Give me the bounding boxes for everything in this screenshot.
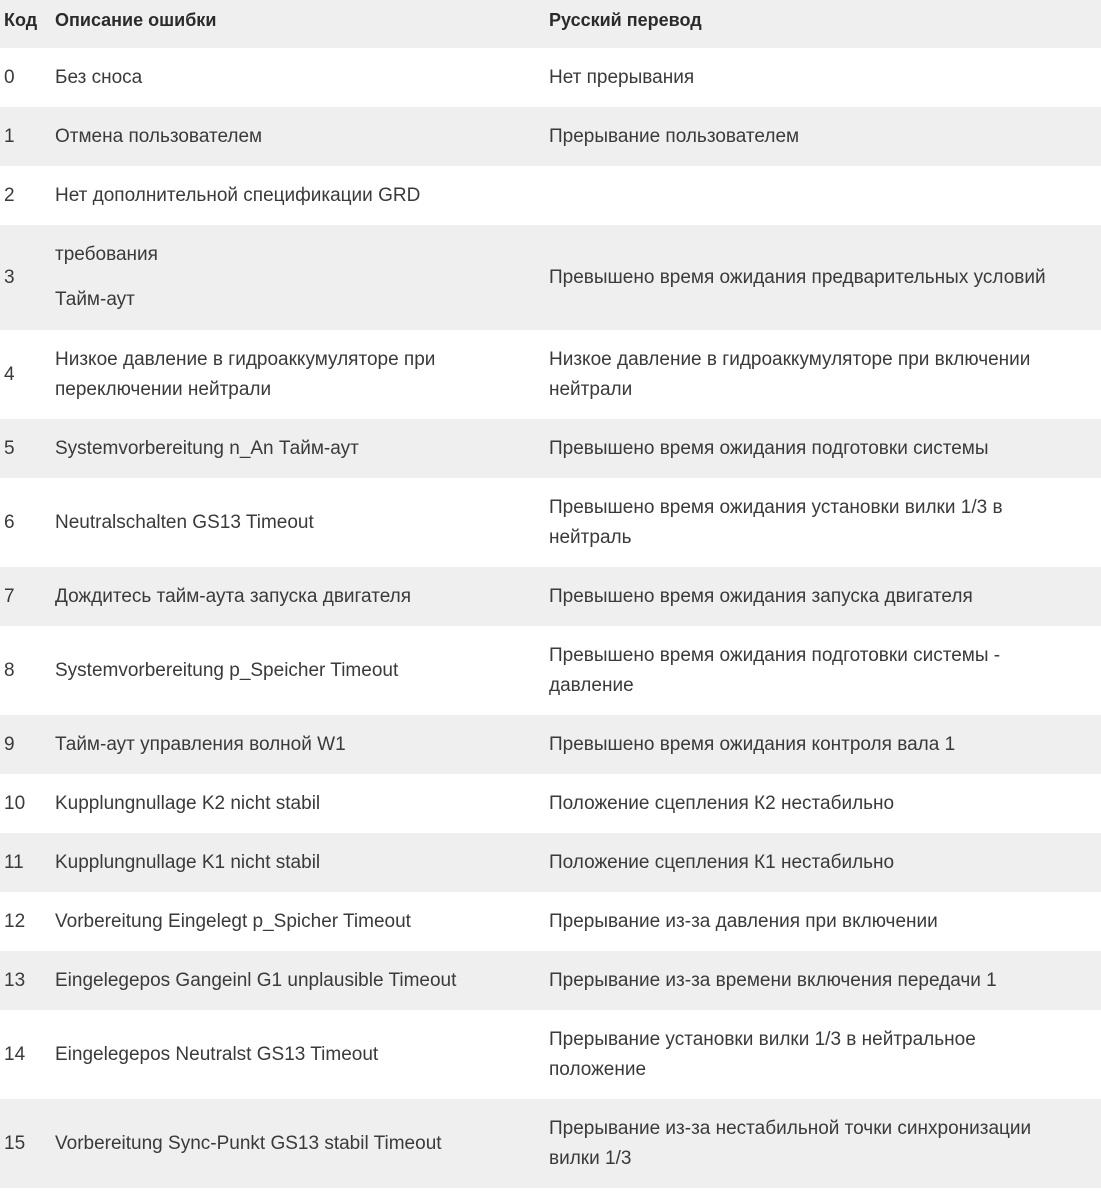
translation-line: вилки 1/3 <box>549 1147 632 1169</box>
cell-translation <box>543 774 1101 833</box>
cell-description <box>49 567 543 626</box>
translation-line: нейтраль <box>549 526 632 548</box>
table-row <box>0 951 1101 1010</box>
translation-line: Низкое давление в гидроаккумуляторе при включении <box>549 348 1031 370</box>
description-line: Vorbereitung Eingelegt p_Spicher Timeout <box>55 910 411 932</box>
table-header-row <box>0 0 1101 48</box>
translation-line: Превышено время ожидания предварительных условий <box>549 266 1046 288</box>
description-line: Eingelegepos Neutralst GS13 Timeout <box>55 1043 379 1065</box>
description-line: Отмена пользователем <box>55 125 263 147</box>
cell-code: 3 <box>4 266 15 288</box>
cell-translation <box>543 48 1101 107</box>
translation-line: Превышено время ожидания контроля вала 1 <box>549 733 956 755</box>
description-line: Без сноса <box>55 66 143 88</box>
table-row <box>0 48 1101 107</box>
table-row <box>0 225 1101 330</box>
cell-translation <box>543 715 1101 774</box>
description-line: Kupplungnullage K1 nicht stabil <box>55 851 321 873</box>
translation-line: Положение сцепления К1 нестабильно <box>549 851 895 873</box>
cell-code: 7 <box>4 585 15 607</box>
description-line: переключении нейтрали <box>55 378 272 400</box>
description-line: Тайм-аут управления волной W1 <box>55 733 346 755</box>
table-row <box>0 774 1101 833</box>
translation-line: Превышено время ожидания подготовки системы - <box>549 644 1001 666</box>
table-row <box>0 107 1101 166</box>
translation-line: Прерывание установки вилки 1/3 в нейтральное <box>549 1028 976 1050</box>
cell-translation <box>543 166 1101 225</box>
table-row <box>0 626 1101 715</box>
cell-code: 14 <box>4 1043 26 1065</box>
table-row <box>0 1099 1101 1188</box>
cell-code: 4 <box>4 363 15 385</box>
cell-translation <box>543 478 1101 567</box>
description-line: Kupplungnullage K2 nicht stabil <box>55 792 321 814</box>
cell-code: 15 <box>4 1132 26 1154</box>
description-line: Eingelegepos Gangeinl G1 unplausible Timeout <box>55 969 457 991</box>
cell-description <box>49 166 543 225</box>
table-row <box>0 419 1101 478</box>
table-body <box>0 48 1101 1188</box>
translation-line: положение <box>549 1058 647 1080</box>
cell-translation <box>543 225 1101 330</box>
description-line: Нет дополнительной спецификации GRD <box>55 184 421 206</box>
translation-line: Прерывание из-за давления при включении <box>549 910 938 932</box>
table-row <box>0 892 1101 951</box>
cell-code: 11 <box>4 851 24 873</box>
cell-translation <box>543 419 1101 478</box>
cell-description <box>49 225 543 330</box>
header-code: Код <box>4 10 38 30</box>
description-line: Дождитесь тайм-аута запуска двигателя <box>55 585 412 607</box>
translation-line: нейтрали <box>549 378 633 400</box>
translation-line: давление <box>549 674 634 696</box>
cell-description <box>49 774 543 833</box>
table-row <box>0 715 1101 774</box>
cell-code: 6 <box>4 511 15 533</box>
translation-line: Превышено время ожидания установки вилки 1/3 в <box>549 496 1003 518</box>
cell-translation <box>543 107 1101 166</box>
description-line: Тайм-аут <box>55 289 135 310</box>
translation-line: Нет прерывания <box>549 66 695 88</box>
table-row <box>0 478 1101 567</box>
header-description: Описание ошибки <box>55 10 217 30</box>
cell-description <box>49 715 543 774</box>
description-line: требования <box>55 244 158 265</box>
table-row <box>0 833 1101 892</box>
cell-translation <box>543 330 1101 419</box>
translation-line: Превышено время ожидания подготовки системы <box>549 437 989 459</box>
cell-description <box>49 951 543 1010</box>
cell-code: 1 <box>4 125 15 147</box>
description-line: Systemvorbereitung p_Speicher Timeout <box>55 659 399 681</box>
description-line: Systemvorbereitung n_An Тайм-аут <box>55 437 359 459</box>
table-row <box>0 166 1101 225</box>
cell-description <box>49 107 543 166</box>
cell-description <box>49 330 543 419</box>
cell-code: 5 <box>4 437 15 459</box>
cell-code: 13 <box>4 969 26 991</box>
cell-description <box>49 892 543 951</box>
cell-code: 2 <box>4 184 15 206</box>
table-row <box>0 1010 1101 1099</box>
cell-translation <box>543 1099 1101 1188</box>
cell-code: 12 <box>4 910 26 932</box>
table-row <box>0 567 1101 626</box>
cell-translation <box>543 833 1101 892</box>
cell-description <box>49 626 543 715</box>
table-row <box>0 330 1101 419</box>
cell-translation <box>543 892 1101 951</box>
description-line: Vorbereitung Sync-Punkt GS13 stabil Timeout <box>55 1132 442 1154</box>
translation-line: Прерывание из-за времени включения передачи 1 <box>549 969 997 991</box>
cell-description <box>49 478 543 567</box>
cell-translation <box>543 567 1101 626</box>
description-line: Neutralschalten GS13 Timeout <box>55 511 314 533</box>
cell-translation <box>543 1010 1101 1099</box>
cell-description <box>49 1010 543 1099</box>
translation-line: Превышено время ожидания запуска двигателя <box>549 585 973 607</box>
cell-translation <box>543 951 1101 1010</box>
translation-line: Положение сцепления К2 нестабильно <box>549 792 895 814</box>
description-line: Низкое давление в гидроаккумуляторе при <box>55 348 436 370</box>
cell-code: 8 <box>4 659 15 681</box>
cell-translation <box>543 626 1101 715</box>
cell-description <box>49 833 543 892</box>
cell-description <box>49 48 543 107</box>
cell-code: 9 <box>4 733 15 755</box>
cell-description <box>49 1099 543 1188</box>
cell-code: 10 <box>4 792 26 814</box>
cell-code: 0 <box>4 66 15 88</box>
header-translation: Русский перевод <box>549 10 702 30</box>
translation-line: Прерывание из-за нестабильной точки синхронизации <box>549 1117 1032 1139</box>
translation-line: Прерывание пользователем <box>549 125 800 147</box>
cell-description <box>49 419 543 478</box>
